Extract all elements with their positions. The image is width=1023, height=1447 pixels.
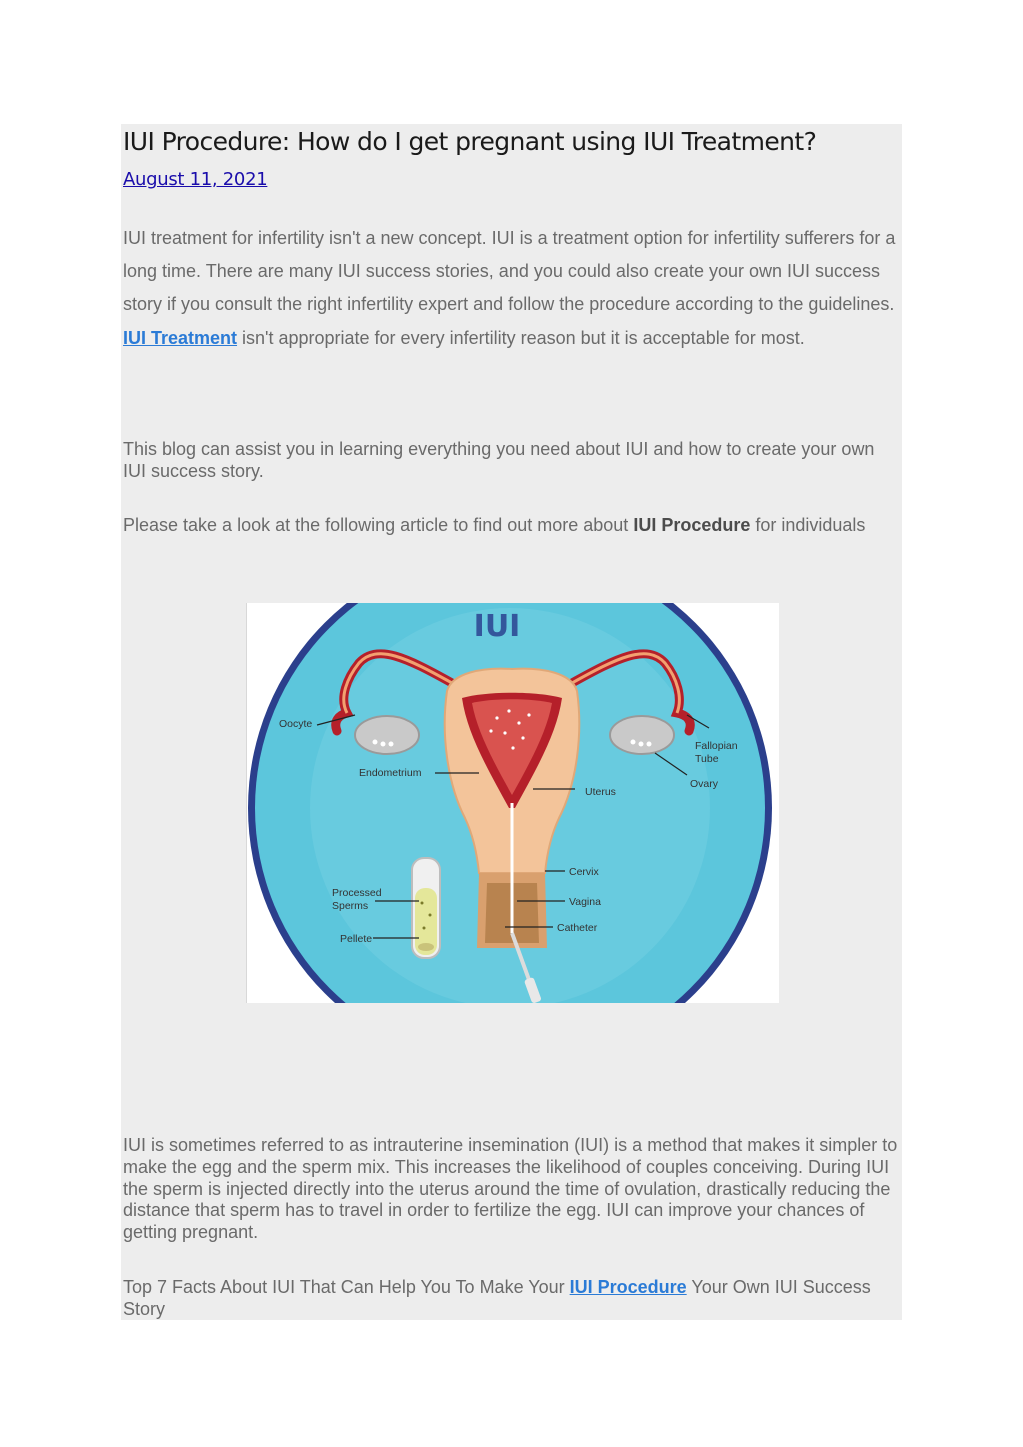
facts-heading-paragraph (123, 1276, 893, 1320)
left-ovary (355, 716, 419, 754)
article-date-link[interactable]: August 11, 2021 (123, 169, 268, 190)
article-title: IUI Procedure: How do I get pregnant using IUI Treatment? (123, 127, 817, 156)
label-processed: Processed (332, 887, 382, 899)
intro-text-after: isn't appropriate for every infertility reason but it is acceptable for most. (237, 327, 805, 348)
label-pellete: Pellete (340, 933, 373, 945)
iui-procedure-link[interactable]: IUI Procedure (569, 1277, 687, 1297)
iui-treatment-link[interactable]: IUI Treatment (123, 327, 238, 348)
label-ovary: Ovary (690, 778, 719, 790)
iui-diagram-image (246, 603, 779, 1003)
article-reference-paragraph (123, 514, 893, 536)
right-ovary (610, 716, 674, 754)
iui-procedure-bold: IUI Procedure (633, 515, 751, 535)
facts-text-after: Your Own IUI Success Story (123, 1277, 871, 1319)
iui-definition-paragraph: IUI is sometimes referred to as intrauterine insemination (IUI) is a method that makes it simpler to make the egg and the sperm mix. This increases the likelihood of couples conceiving. During IUI the sperm is injected directly into the uterus around the time of ovulation, drastically reducing the distance that sperm has to travel in order to fertilize the egg. IUI can improve your chances of getting pregnant. (123, 1135, 898, 1243)
label-cervix: Cervix (569, 866, 599, 878)
iui-diagram-svg (247, 603, 779, 1003)
label-vagina: Vagina (569, 896, 601, 908)
label-endometrium: Endometrium (359, 767, 422, 779)
reference-text-after: for individuals (750, 515, 866, 535)
label-oocyte: Oocyte (279, 718, 313, 730)
blog-purpose-paragraph: This blog can assist you in learning everything you need about IUI and how to create your own IUI success story. (123, 439, 875, 481)
label-fallopian: Fallopian (695, 740, 738, 752)
label-uterus: Uterus (585, 786, 616, 798)
reference-text-before: Please take a look at the following article to find out more about (123, 515, 634, 535)
facts-text-before: Top 7 Facts About IUI That Can Help You To Make Your (123, 1277, 570, 1297)
diagram-heading: IUI (473, 609, 521, 644)
label-tube: Tube (695, 753, 719, 765)
label-catheter: Catheter (557, 922, 598, 934)
label-sperms: Sperms (332, 900, 369, 912)
intro-text-before: IUI treatment for infertility isn't a new concept. IUI is a treatment option for infertility sufferers for a long time. There are many IUI success stories, and you could also create your own IUI success story if you consult the right infertility expert and follow the procedure according to the guidelines. (123, 228, 896, 315)
intro-paragraph (123, 222, 903, 355)
